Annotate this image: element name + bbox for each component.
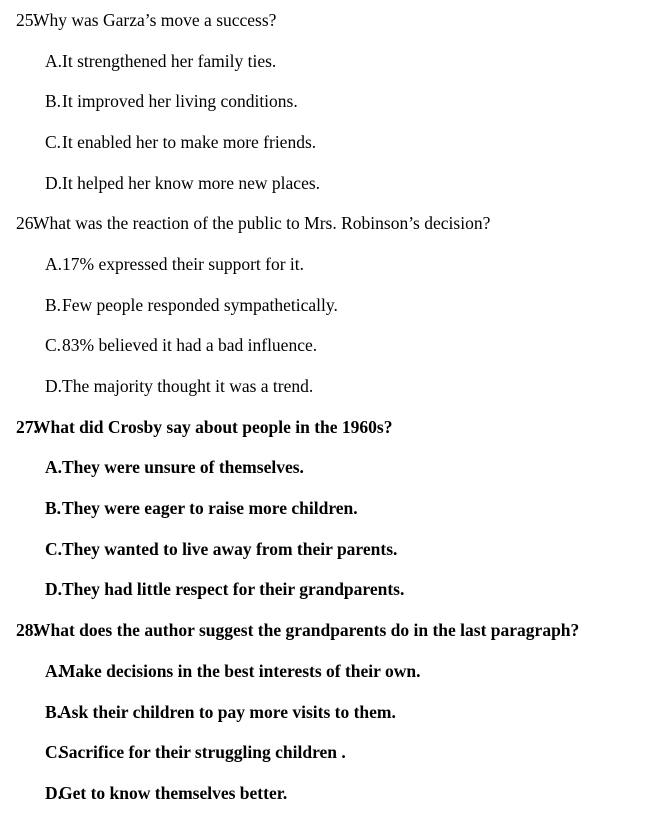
option-line — [0, 122, 647, 163]
option-text: It strengthened her family ties. — [62, 50, 277, 71]
option-label: C. — [45, 538, 63, 559]
option-line — [0, 488, 647, 529]
question-block-28 — [0, 610, 647, 813]
question-number: 25. — [16, 9, 38, 30]
option-line — [0, 732, 647, 773]
option-label: D. — [45, 376, 63, 397]
question-line — [0, 407, 647, 448]
option-line — [0, 692, 647, 733]
option-text: It improved her living conditions. — [62, 91, 298, 112]
option-line — [0, 244, 647, 285]
option-line — [0, 651, 647, 692]
option-label: C. — [45, 335, 62, 356]
question-line — [0, 610, 647, 651]
option-label: B. — [45, 498, 62, 519]
question-text: What did Crosby say about people in the 1960s? — [33, 416, 393, 437]
option-line — [0, 529, 647, 570]
option-label: B. — [45, 294, 62, 315]
option-label: A. — [45, 50, 63, 71]
option-line — [0, 326, 647, 367]
option-line — [0, 285, 647, 326]
question-number: 27. — [16, 416, 38, 437]
question-line — [0, 0, 647, 41]
option-text: 17% expressed their support for it. — [62, 253, 305, 274]
option-line — [0, 570, 647, 611]
option-label: D. — [45, 579, 63, 600]
option-text: Ask their children to pay more visits to them. — [59, 701, 396, 722]
option-label: D. — [45, 172, 63, 193]
option-line — [0, 81, 647, 122]
option-text: It helped her know more new places. — [62, 172, 321, 193]
option-label: B. — [45, 91, 62, 112]
option-text: 83% believed it had a bad influence. — [62, 335, 318, 356]
question-text: Why was Garza’s move a success? — [33, 9, 277, 30]
question-block-27 — [0, 407, 647, 610]
question-text: What does the author suggest the grandparents do in the last paragraph? — [33, 620, 580, 641]
question-block-25 — [0, 0, 647, 203]
option-text: Sacrifice for their struggling children . — [59, 742, 346, 763]
question-block-26 — [0, 203, 647, 406]
option-label: B. — [45, 701, 62, 722]
option-line — [0, 773, 647, 814]
option-label: A. — [45, 253, 63, 274]
option-label: C. — [45, 742, 63, 763]
option-line — [0, 41, 647, 82]
question-text: What was the reaction of the public to Mrs. Robinson’s decision? — [33, 213, 491, 234]
option-text: They wanted to live away from their parents. — [62, 538, 398, 559]
option-text: It enabled her to make more friends. — [62, 131, 317, 152]
option-text: Get to know themselves better. — [59, 782, 288, 803]
option-text: The majority thought it was a trend. — [62, 376, 314, 397]
option-text: Few people responded sympathetically. — [62, 294, 338, 315]
question-number: 28. — [16, 620, 38, 641]
question-number: 26. — [16, 213, 38, 234]
option-label: D. — [45, 782, 63, 803]
option-label: A. — [45, 457, 63, 478]
option-text: They had little respect for their grandparents. — [62, 579, 405, 600]
option-line — [0, 366, 647, 407]
option-text: They were eager to raise more children. — [62, 498, 358, 519]
option-text: Make decisions in the best interests of their own. — [59, 660, 421, 681]
option-text: They were unsure of themselves. — [62, 457, 304, 478]
option-label: A. — [45, 660, 63, 681]
option-line — [0, 448, 647, 489]
option-label: C. — [45, 131, 62, 152]
question-line — [0, 203, 647, 244]
option-line — [0, 163, 647, 204]
